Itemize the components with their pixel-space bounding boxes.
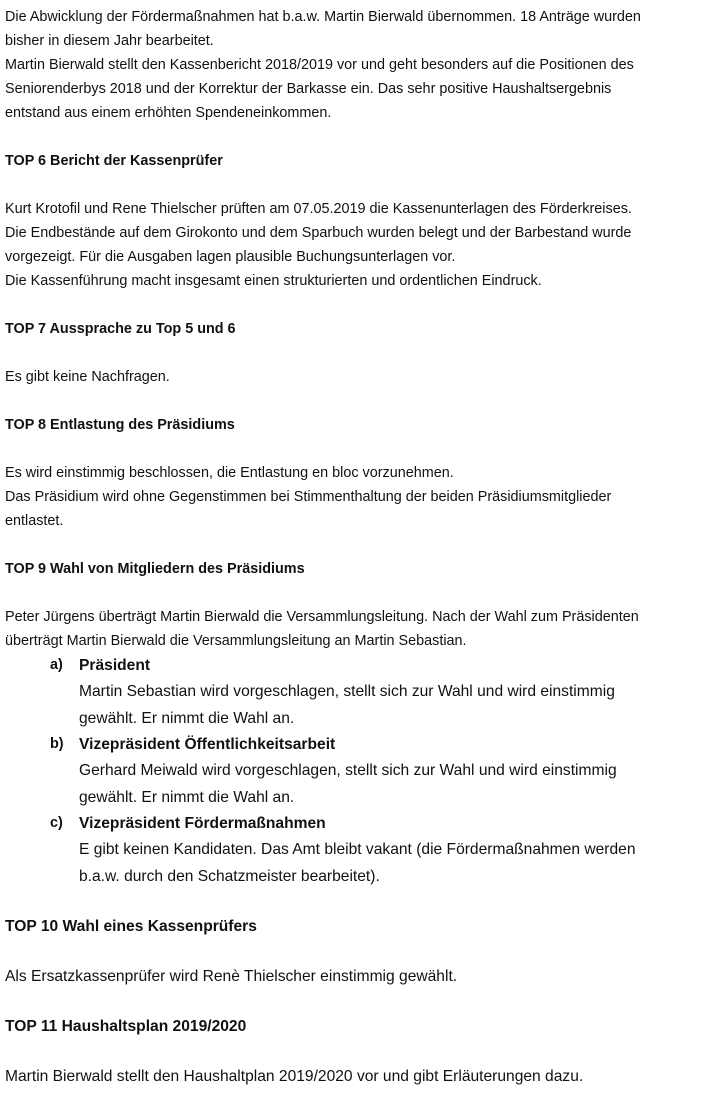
- text-line: gewählt. Er nimmt die Wahl an.: [79, 788, 295, 806]
- top8-paragraph: [5, 461, 707, 533]
- intro-paragraph-2: [5, 53, 707, 125]
- list-item-text: [79, 837, 707, 890]
- text-line: Kurt Krotofil und Rene Thielscher prüften am 07.05.2019 die Kassenunterlagen des Förderkreises.: [5, 201, 632, 217]
- list-item-title: Vizepräsident Fördermaßnahmen: [79, 815, 326, 832]
- list-item-title: Vizepräsident Öffentlichkeitsarbeit: [79, 736, 336, 753]
- top11-heading: TOP 11 Haushaltsplan 2019/2020: [5, 1018, 247, 1035]
- text-line: entlastet.: [5, 513, 64, 529]
- top9-paragraph: [5, 605, 707, 653]
- top7-paragraph: Es gibt keine Nachfragen.: [5, 369, 170, 385]
- list-item: [5, 732, 707, 811]
- text-line: Es wird einstimmig beschlossen, die Entlastung en bloc vorzunehmen.: [5, 465, 454, 481]
- text-line: Die Abwicklung der Fördermaßnahmen hat b.a.w. Martin Bierwald übernommen. 18 Anträge wurden: [5, 9, 641, 25]
- text-line: Das Präsidium wird ohne Gegenstimmen bei Stimmenthaltung der beiden Präsidiumsmitglieder: [5, 489, 612, 505]
- top11-paragraph: Martin Bierwald stellt den Haushaltplan 2019/2020 vor und gibt Erläuterungen dazu.: [5, 1068, 584, 1085]
- text-line: Seniorenderbys 2018 und der Korrektur der Barkasse ein. Das sehr positive Haushaltsergebnis: [5, 81, 612, 97]
- text-line: vorgezeigt. Für die Ausgaben lagen plausible Buchungsunterlagen vor.: [5, 249, 456, 265]
- text-line: gewählt. Er nimmt die Wahl an.: [79, 709, 295, 727]
- text-line: Martin Sebastian wird vorgeschlagen, stellt sich zur Wahl und wird einstimmig: [79, 683, 615, 700]
- text-line: entstand aus einem erhöhten Spendeneinkommen.: [5, 105, 332, 121]
- list-item-text: [79, 679, 707, 732]
- text-line: Gerhard Meiwald wird vorgeschlagen, stellt sich zur Wahl und wird einstimmig: [79, 762, 617, 779]
- text-line: b.a.w. durch den Schatzmeister bearbeitet).: [79, 867, 380, 885]
- list-marker: b): [50, 736, 64, 752]
- list-item: [5, 653, 707, 732]
- text-line: E gibt keinen Kandidaten. Das Amt bleibt vakant (die Fördermaßnahmen werden: [79, 841, 636, 858]
- top10-heading: TOP 10 Wahl eines Kassenprüfers: [5, 918, 257, 935]
- text-line: Peter Jürgens überträgt Martin Bierwald die Versammlungsleitung. Nach der Wahl zum Präsidenten: [5, 609, 639, 625]
- top8-heading: TOP 8 Entlastung des Präsidiums: [5, 417, 235, 433]
- list-item: [5, 811, 707, 890]
- text-line: Die Kassenführung macht insgesamt einen strukturierten und ordentlichen Eindruck.: [5, 273, 542, 289]
- top9-heading: TOP 9 Wahl von Mitgliedern des Präsidiums: [5, 561, 305, 577]
- text-line: Die Endbestände auf dem Girokonto und dem Sparbuch wurden belegt und der Barbestand wurde: [5, 225, 632, 241]
- top10-paragraph: Als Ersatzkassenprüfer wird Renè Thielscher einstimmig gewählt.: [5, 968, 458, 985]
- top6-paragraph: [5, 197, 707, 293]
- top7-heading: TOP 7 Aussprache zu Top 5 und 6: [5, 321, 236, 337]
- text-line: überträgt Martin Bierwald die Versammlungsleitung an Martin Sebastian.: [5, 633, 467, 649]
- text-line: Martin Bierwald stellt den Kassenbericht 2018/2019 vor und geht besonders auf die Positionen des: [5, 57, 634, 73]
- list-marker: a): [50, 657, 63, 673]
- top6-heading: TOP 6 Bericht der Kassenprüfer: [5, 153, 223, 169]
- list-item-text: [79, 758, 707, 811]
- list-marker: c): [50, 815, 63, 831]
- intro-paragraph-1: [5, 5, 707, 53]
- election-list: [5, 653, 707, 890]
- list-item-title: Präsident: [79, 657, 151, 674]
- text-line: bisher in diesem Jahr bearbeitet.: [5, 33, 214, 49]
